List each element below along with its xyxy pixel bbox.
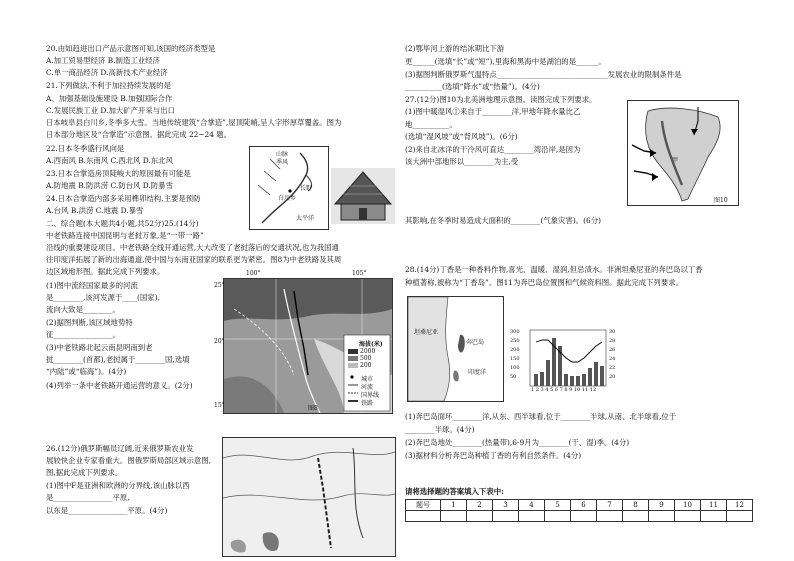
q27-2: (2)来自北冰洋的干冷风可直达________湾沿岸,是因为 <box>405 145 581 154</box>
climate-chart-figure <box>510 328 624 398</box>
figure8-caption: 图8 <box>308 405 318 412</box>
legend-border: 国界线 <box>361 392 380 399</box>
china-laos-map-figure <box>223 278 393 414</box>
ytick-300: 300 <box>510 329 520 335</box>
answer-table <box>405 499 753 522</box>
q20-opt-cd: C.单一商品经济 D.高新技术产业经济 <box>46 68 168 77</box>
table-header-cell: 题号 <box>406 500 441 511</box>
q25-1b: 是________,该河发源于____(国家), <box>46 293 160 302</box>
ytick2-22: 22 <box>609 365 616 371</box>
q27-2c: 其影响,在冬季时易造成大面积的________(气象灾害)。(6分) <box>405 216 601 225</box>
q26-3: (3)据图判断俄罗斯气温特点______________________________发展农业的限制条件是 <box>405 70 682 79</box>
japan-intro-2: 日本部分地区及“合掌造”示意图。据此完成 22~24 题。 <box>46 130 232 139</box>
climate-left-axis <box>510 328 520 382</box>
legend-monsoon: 季风 <box>276 159 289 166</box>
answer-cell[interactable] <box>467 511 493 522</box>
table-cell-2: 2 <box>467 500 493 511</box>
figure10-caption: 图10 <box>714 197 728 204</box>
legend-railway: 铁路 <box>361 400 374 407</box>
q28-1: (1)奔巴岛面环________洋,从东、西半球看,位于________半球,从南、北半球看,位于 <box>405 412 677 421</box>
ytick-150: 150 <box>510 356 520 362</box>
lat-15: 15° <box>214 402 225 409</box>
q26-intro-3: 图,据此完成下列要求。 <box>46 468 123 477</box>
table-cell-1: 1 <box>441 500 467 511</box>
answer-instruction: 请将选择题的答案填入下表中: <box>405 487 504 496</box>
answer-cell[interactable] <box>519 511 545 522</box>
russia-map-figure <box>222 437 396 557</box>
q28-2: (2)奔巴岛地处________(热量带),6-9月为________(干、湿)季。(4分) <box>405 438 630 447</box>
q22-opts: A.西南风 B.东南风 C.西北风 D.东北风 <box>46 156 173 165</box>
answer-cell[interactable] <box>571 511 597 522</box>
ytick-100: 100 <box>510 365 520 371</box>
answer-cell[interactable] <box>441 511 467 522</box>
answer-cell[interactable] <box>597 511 623 522</box>
table-cell-12: 12 <box>727 500 753 511</box>
table-row <box>406 511 753 522</box>
table-cell-5: 5 <box>545 500 571 511</box>
table-cell-10: 10 <box>675 500 701 511</box>
table-row <box>406 500 753 511</box>
lon-100: 100° <box>246 270 261 277</box>
elevation-200: 200 <box>360 362 372 369</box>
japan-map-figure <box>249 146 329 230</box>
lat-20: 20° <box>214 338 225 345</box>
label-shirakawa: 白川乡 <box>278 195 297 202</box>
q22: 22.日本冬季盛行风向是 <box>46 144 125 153</box>
q26-2b: 更______(选填“长”或“短”),里海和黑海中是湖泊的是______。 <box>405 57 606 66</box>
q25-1c: 流向大致是________。 <box>46 305 120 314</box>
q24-opts: A.台风 B.洪涝 C.地震 D.暴雪 <box>46 206 144 215</box>
q21-opt-cd: C.发展民族工业 D.加大矿产开采与出口 <box>46 106 175 115</box>
q25-1: (1)图中流经国家最多的河流 <box>46 281 138 290</box>
answer-cell[interactable] <box>701 511 727 522</box>
q26-1c: 以东是________________平原。(4分) <box>46 506 168 515</box>
table-cell-9: 9 <box>649 500 675 511</box>
q28-intro-2: 种植著称,被称为“丁香岛”。图11为奔巴岛位置图和气候资料图。据此完成下列要求。 <box>405 278 683 287</box>
answer-cell[interactable] <box>675 511 701 522</box>
climate-right-axis <box>609 328 615 382</box>
q26-3b: __________(选填“降水”或“热量”)。(4分) <box>405 82 540 91</box>
label-indian-ocean: 印度洋 <box>468 369 487 376</box>
q25-3c: “内陆”或“临海”)。(4分) <box>46 367 127 376</box>
lat-25: 25° <box>214 282 225 289</box>
ytick2-20: 20 <box>609 374 616 380</box>
legend-mountains: 山脉 <box>276 151 289 158</box>
label-pacific: 太平洋 <box>296 215 315 222</box>
table-cell-3: 3 <box>493 500 519 511</box>
pemba-location-map <box>408 297 503 401</box>
answer-cell[interactable] <box>545 511 571 522</box>
legend-river: 河流 <box>361 384 374 391</box>
climate-months: 1 2 3 4 5 6 7 8 9 10 11 12 <box>531 387 597 393</box>
label-tanzania: 坦桑尼亚 <box>414 329 439 336</box>
q26-intro-2: 展较快企业专家看重大。图俄罗斯局部区域示意图, <box>46 456 211 465</box>
section2-title: 二、综合题(本大题共4小题,共52分)25.(14分) <box>46 219 199 228</box>
q28-intro-1: 28.(14分)丁香是一种香料作物,喜光、温暖、湿润,但忌渍水。非洲坦桑尼亚的奔巴岛以丁香 <box>405 265 703 274</box>
ytick-200: 200 <box>510 347 520 353</box>
q25-4: (4)列举一条中老铁路开通运营的意义。(2分) <box>46 381 193 390</box>
q25-2b: 征________________。 <box>46 330 120 339</box>
q25-intro-1: 中老铁路连接中国昆明与老挝万象,是“一带一路” <box>46 231 204 240</box>
japan-map <box>250 147 328 229</box>
ytick-50: 50 <box>510 374 517 380</box>
q25-intro-2: 沿线的重要建设项目。中老铁路全线开通运营,大大改变了老挝落后的交通状况,也为我国通 <box>46 243 339 252</box>
label-nagano: 长野 <box>300 185 313 192</box>
q25-intro-3: 往印度洋拓展了新的出海通道,使中国与东南亚国家的联系更为紧密。图8为中老铁路及其周 <box>46 255 342 264</box>
q20-opt-ab: A.加工贸易型经济 B.制造工业经济 <box>46 56 160 65</box>
q21: 21.下列做法,不利于加拉持续发展的是 <box>46 81 171 90</box>
gassho-house-figure <box>331 168 395 224</box>
russia-map <box>223 438 395 556</box>
q27-1: (1)图中暖湿风①来自于________洋,甲地年降水量比乙 <box>405 107 581 116</box>
q23: 23.日本合掌造房顶陡峻大的原因最有可能是 <box>46 169 191 178</box>
q26-1: (1)图中F是亚洲和欧洲的分界线,该山脉以西 <box>46 481 190 490</box>
ytick2-26: 26 <box>609 347 616 353</box>
answer-cell[interactable] <box>649 511 675 522</box>
legend-city: 城市 <box>361 376 374 383</box>
table-cell-11: 11 <box>701 500 727 511</box>
q27-1b: 地__________。 <box>405 120 457 129</box>
label-pemba: 奔巴岛 <box>466 339 485 346</box>
label-jia: 甲 <box>672 157 679 164</box>
elevation-2000: 2000 <box>360 348 376 355</box>
q28-3: (3)据材料分析奔巴岛种植丁香的有利自然条件。(4分) <box>405 451 582 460</box>
answer-cell-header <box>406 511 441 522</box>
q27-2b: 该大洲中部地形以________为主,受 <box>405 157 519 166</box>
lon-105: 105° <box>352 270 367 277</box>
ytick2-28: 28 <box>609 338 616 344</box>
q26-intro-1: 26.(12分)俄罗斯幅员辽阔,近来俄罗斯农业发 <box>46 444 194 453</box>
ytick2-30: 30 <box>609 329 616 335</box>
table-cell-8: 8 <box>623 500 649 511</box>
q25-2: (2)据图判断,该区域地势特 <box>46 318 133 327</box>
q25-3b: 挝________(首都),老挝属于________国,选填 <box>46 355 190 364</box>
elevation-500: 500 <box>360 355 372 362</box>
gassho-house-illustration <box>331 168 395 224</box>
japan-intro-1: 日本岐阜县白川乡,冬季多大雪。当地传统建筑“合掌造”,屋顶陡峭,呈人字形厚草覆盖。图为 <box>46 118 342 127</box>
q21-opt-ab: A、加强基础设施建设 B.加强国际合作 <box>46 94 173 103</box>
q28-1b: ________半球。(4分) <box>405 425 475 434</box>
ytick-250: 250 <box>510 338 520 344</box>
pemba-location-figure <box>407 296 504 402</box>
q26-1b: 是________________平原, <box>46 493 130 502</box>
q26-2: (2)鄂毕河上游的结冰期比下游 <box>405 44 505 53</box>
answer-cell[interactable] <box>493 511 519 522</box>
q24: 24.日本合掌造内部多采用榫卯结构,主要是预防 <box>46 194 201 203</box>
table-cell-6: 6 <box>571 500 597 511</box>
q25-3: (3)中老铁路北起云南昆明南到老 <box>46 343 153 352</box>
q27-intro: 27.(12分)图10为北美洲地理示意图。读图完成下列要求。 <box>405 95 597 104</box>
answer-cell[interactable] <box>727 511 753 522</box>
table-cell-7: 7 <box>597 500 623 511</box>
north-america-figure <box>627 100 739 206</box>
answer-cell[interactable] <box>623 511 649 522</box>
north-america-map <box>628 101 738 205</box>
table-cell-4: 4 <box>519 500 545 511</box>
q20: 20.由如趋进出口产品示意图可知,该国的经济类型是 <box>46 44 216 53</box>
q25-intro-4: 边区域地形图。据此完成下列要求。 <box>46 267 165 276</box>
elevation-legend-title: 海拔(米) <box>359 341 383 348</box>
q27-1c: (选填“湿风坡”或“背风坡”)。(6分) <box>405 132 518 141</box>
ytick2-24: 24 <box>609 356 616 362</box>
q23-opts: A.防地震 B.防洪涝 C.防台风 D.防暴雪 <box>46 181 173 190</box>
